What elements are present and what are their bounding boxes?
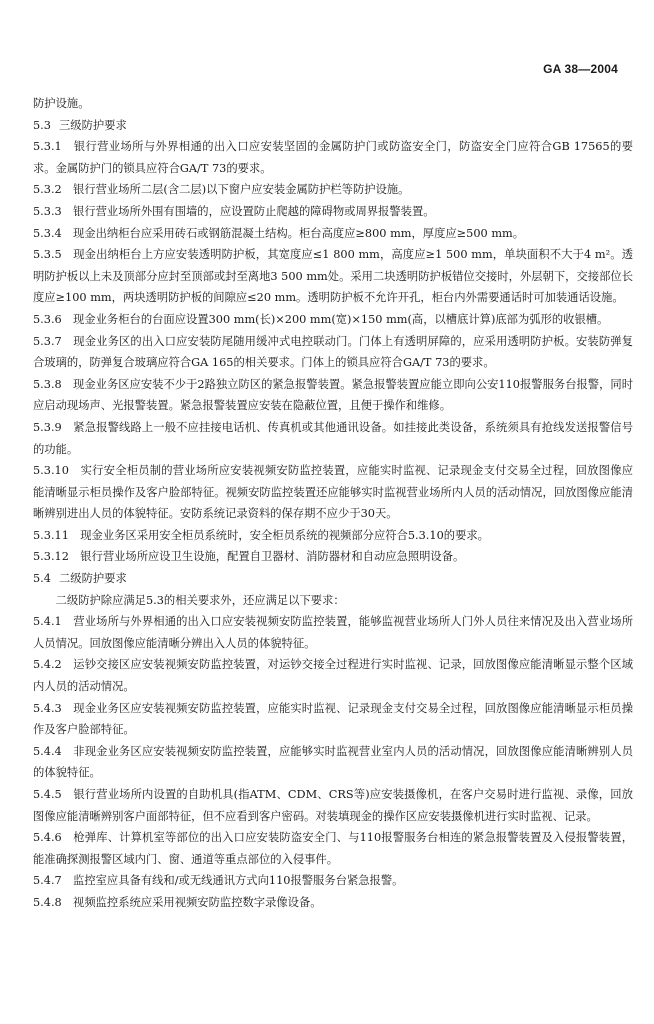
clause: 5.3.5 现金出纳柜台上方应安装透明防护板，其宽度应≤1 800 mm，高度应≥1 500 mm，单块面积不大于4 m²。透明防护板以上未及顶部分应封至顶部或封至离地3 500 mm处。采用二块透明防护板错位交接时，外层朝下，交接部位长度应≥100 mm，两块透明防护板的间隙应≤20 mm。透明防护板不允许开孔，柜台内外需要通话时可加装通话设施。 xyxy=(33,248,633,305)
clause: 5.4.1 营业场所与外界相通的出入口应安装视频安防监控装置，能够监视营业场所人门外人员往来情况及出入营业场所人员情况。回放图像应能清晰分辨出入人员的体貌特征。 xyxy=(33,615,633,650)
intro-paragraph: 二级防护除应满足5.3的相关要求外，还应满足以下要求： xyxy=(55,593,345,607)
clause: 5.3.12 银行营业场所应设卫生设施，配置自卫器材、消防器材和自动应急照明设备。 xyxy=(33,550,465,564)
section-heading xyxy=(33,115,633,137)
section-number: 5.4 xyxy=(33,572,51,586)
clause: 5.4.2 运钞交接区应安装视频安防监控装置，对运钞交接全过程进行实时监视、记录，回放图像应能清晰显示整个区域内人员的活动情况。 xyxy=(33,658,633,694)
section-title: 二级防护要求 xyxy=(58,572,127,586)
clause: 5.3.1 银行营业场所与外界相通的出入口应安装坚固的金属防护门或防盗安全门，防盗安全门应符合GB 17565的要求。金属防护门的锁具应符合GA/T 73的要求。 xyxy=(33,140,633,175)
clause: 5.3.6 现金业务柜台的台面应设置300 mm(长)×200 mm(宽)×150 mm(高，以槽底计算)底部为弧形的收银槽。 xyxy=(33,312,609,326)
clause: 5.4.6 枪弹库、计算机室等部位的出入口应安装防盗安全门、与110报警服务台相连的紧急报警装置及入侵报警装置，能准确探测报警区域内门、窗、通道等重点部位的入侵事件。 xyxy=(33,831,633,866)
standard-code: GA 38—2004 xyxy=(543,62,618,76)
document-body xyxy=(33,93,633,914)
clause: 5.3.8 现金业务区应安装不少于2路独立防区的紧急报警装置。紧急报警装置应能立即向公安110报警服务台报警，同时应启动现场声、光报警装置。紧急报警装置应安装在隐蔽位置，且便于操作和维修。 xyxy=(33,377,633,413)
clause: 5.4.8 视频监控系统应采用视频安防监控数字录像设备。 xyxy=(33,895,322,909)
clause: 5.4.3 现金业务区应安装视频安防监控装置，应能实时监视、记录现金支付交易全过程，回放图像应能清晰显示柜员操作及客户脸部特征。 xyxy=(33,701,633,737)
paragraph: 防护设施。 xyxy=(33,97,90,110)
clause: 5.3.4 现金出纳柜台应采用砖石或钢筋混凝土结构。柜台高度应≥800 mm，厚度应≥500 mm。 xyxy=(33,226,525,240)
section-heading xyxy=(33,568,633,590)
clause: 5.4.4 非现金业务区应安装视频安防监控装置，应能够实时监视营业室内人员的活动情况，回放图像应能清晰辨别人员的体貌特征。 xyxy=(33,744,633,780)
clause: 5.3.10 实行安全柜员制的营业场所应安装视频安防监控装置，应能实时监视、记录现金支付交易全过程，回放图像应能清晰显示柜员操作及客户脸部特征。视频安防监控装置还应能够实时监视营业场所内人员的活动情况，回放图像应能清晰辨别进出人员的体貌特征。安防系统记录资料的保存期不应少于30天。 xyxy=(33,464,633,521)
section-title: 三级防护要求 xyxy=(58,118,127,132)
section-number: 5.3 xyxy=(33,118,51,132)
clause: 5.3.3 银行营业场所外围有围墙的，应设置防止爬越的障碍物或周界报警装置。 xyxy=(33,204,435,218)
clause: 5.4.5 银行营业场所内设置的自助机具(指ATM、CDM、CRS等)应安装摄像机，在客户交易时进行监视、录像，回放图像应能清晰辨别客户面部特征，但不应看到客户密码。对装填现金的操作区应安装摄像机进行实时监视、记录。 xyxy=(33,788,633,823)
clause: 5.4.7 监控室应具备有线和/或无线通讯方式向110报警服务台紧急报警。 xyxy=(33,874,404,888)
clause: 5.3.2 银行营业场所二层(含二层)以下窗户应安装金属防护栏等防护设施。 xyxy=(33,183,410,197)
clause: 5.3.11 现金业务区采用安全柜员系统时，安全柜员系统的视频部分应符合5.3.10的要求。 xyxy=(33,528,489,542)
clause: 5.3.7 现金业务区的出入口应安装防尾随用缓冲式电控联动门。门体上有透明屏障的，应采用透明防护板。安装防弹复合玻璃的，防弹复合玻璃应符合GA 165的相关要求。门体上的锁具应符合GA/T 73的要求。 xyxy=(33,334,633,370)
clause: 5.3.9 紧急报警线路上一般不应挂接电话机、传真机或其他通讯设备。如挂接此类设备，系统须具有抢线发送报警信号的功能。 xyxy=(33,420,633,456)
